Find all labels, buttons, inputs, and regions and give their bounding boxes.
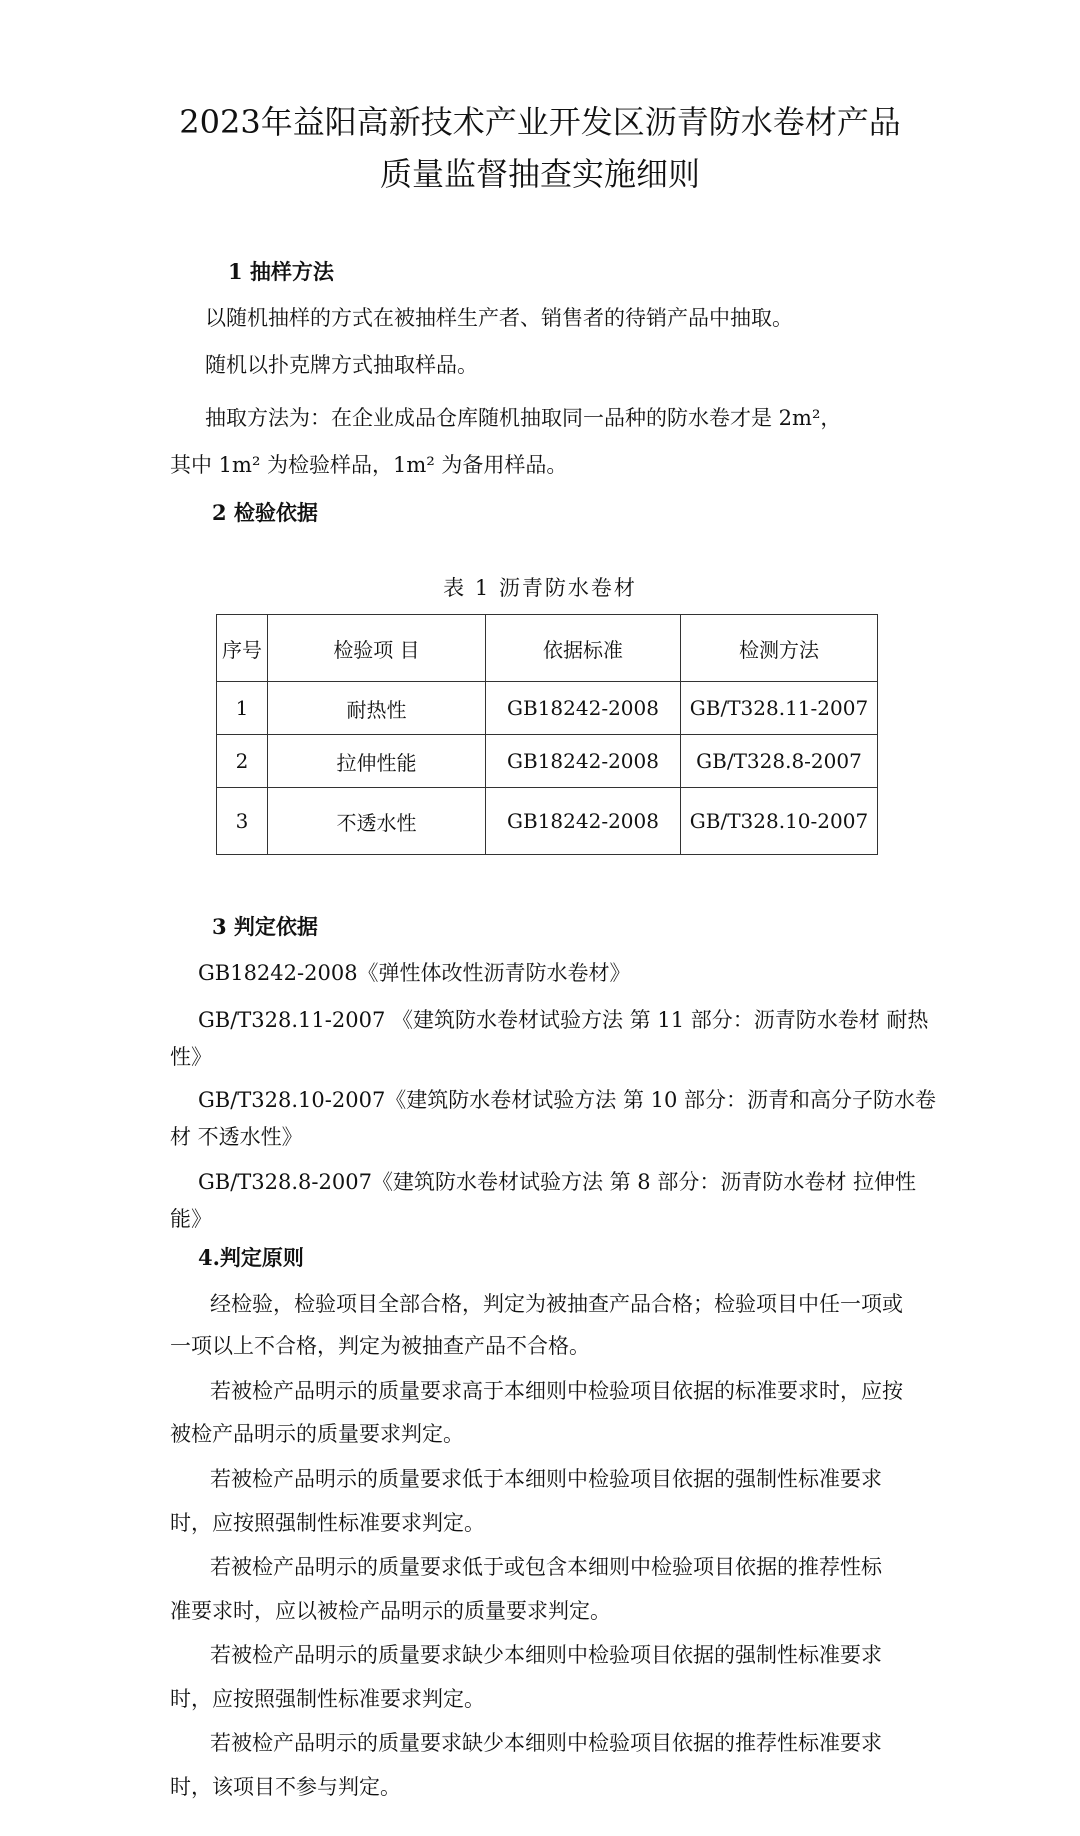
table-row — [217, 788, 878, 855]
section1-paragraph-3-line1: 抽取方法为：在企业成品仓库随机抽取同一品种的防水卷才是 2m²， — [205, 406, 842, 430]
cell-method: GB/T328.10-2007 — [681, 788, 878, 855]
cell-number: 1 — [217, 682, 268, 735]
section1-paragraph-3-line2: 其中 1m² 为检验样品，1m² 为备用样品。 — [170, 453, 568, 477]
section4-heading: 4.判定原则 — [198, 1245, 304, 1270]
cell-standard: GB18242-2008 — [486, 788, 681, 855]
header-cell-standard: 依据标准 — [486, 615, 681, 682]
reference-1: GB18242-2008《弹性体改性沥青防水卷材》 — [198, 961, 631, 985]
reference-4-line1: GB/T328.8-2007《建筑防水卷材试验方法 第 8 部分：沥青防水卷材 拉伸性 — [198, 1170, 917, 1194]
principle-2-line1: 若被检产品明示的质量要求高于本细则中检验项目依据的标准要求时，应按 — [210, 1379, 903, 1403]
principle-4-line1: 若被检产品明示的质量要求低于或包含本细则中检验项目依据的推荐性标 — [210, 1555, 882, 1579]
principle-1-line1: 经检验，检验项目全部合格，判定为被抽查产品合格；检验项目中任一项或 — [210, 1292, 903, 1316]
cell-method: GB/T328.8-2007 — [681, 735, 878, 788]
cell-method: GB/T328.11-2007 — [681, 682, 878, 735]
table-row — [217, 735, 878, 788]
reference-3-line1: GB/T328.10-2007《建筑防水卷材试验方法 第 10 部分：沥青和高分子防水卷 — [198, 1088, 937, 1112]
principle-1-line2: 一项以上不合格，判定为被抽查产品不合格。 — [170, 1334, 590, 1358]
principle-5-line1: 若被检产品明示的质量要求缺少本细则中检验项目依据的强制性标准要求 — [210, 1643, 882, 1667]
principle-3-line2: 时，应按照强制性标准要求判定。 — [170, 1511, 485, 1535]
table-row — [217, 682, 878, 735]
reference-3-line2: 材 不透水性》 — [170, 1125, 303, 1149]
document-title-line2: 质量监督抽查实施细则 — [379, 155, 700, 193]
table-caption: 表 1 沥青防水卷材 — [443, 576, 637, 600]
cell-number: 2 — [217, 735, 268, 788]
cell-number: 3 — [217, 788, 268, 855]
document-title-line1: 2023年益阳高新技术产业开发区沥青防水卷材产品 — [179, 103, 901, 141]
header-cell-method: 检测方法 — [681, 615, 878, 682]
principle-3-line1: 若被检产品明示的质量要求低于本细则中检验项目依据的强制性标准要求 — [210, 1467, 882, 1491]
reference-2-line1: GB/T328.11-2007 《建筑防水卷材试验方法 第 11 部分：沥青防水卷材 耐热 — [198, 1008, 929, 1032]
section2-heading: 2 检验依据 — [212, 500, 318, 525]
cell-item: 不透水性 — [268, 788, 486, 855]
principle-4-line2: 准要求时，应以被检产品明示的质量要求判定。 — [170, 1599, 611, 1623]
cell-standard: GB18242-2008 — [486, 735, 681, 788]
header-cell-number: 序号 — [217, 615, 268, 682]
table-header-row — [217, 615, 878, 682]
principle-2-line2: 被检产品明示的质量要求判定。 — [170, 1422, 464, 1446]
principle-6-line1: 若被检产品明示的质量要求缺少本细则中检验项目依据的推荐性标准要求 — [210, 1731, 882, 1755]
cell-item: 拉伸性能 — [268, 735, 486, 788]
cell-item: 耐热性 — [268, 682, 486, 735]
reference-2-line2: 性》 — [170, 1045, 212, 1069]
header-cell-item: 检验项 目 — [268, 615, 486, 682]
section1-paragraph-1: 以随机抽样的方式在被抽样生产者、销售者的待销产品中抽取。 — [205, 306, 793, 330]
reference-4-line2: 能》 — [170, 1207, 212, 1231]
section1-paragraph-2: 随机以扑克牌方式抽取样品。 — [205, 353, 478, 377]
inspection-table — [216, 614, 878, 855]
section3-heading: 3 判定依据 — [212, 914, 318, 939]
cell-standard: GB18242-2008 — [486, 682, 681, 735]
principle-6-line2: 时，该项目不参与判定。 — [170, 1775, 401, 1799]
principle-5-line2: 时，应按照强制性标准要求判定。 — [170, 1687, 485, 1711]
section1-heading: 1 抽样方法 — [228, 259, 334, 284]
